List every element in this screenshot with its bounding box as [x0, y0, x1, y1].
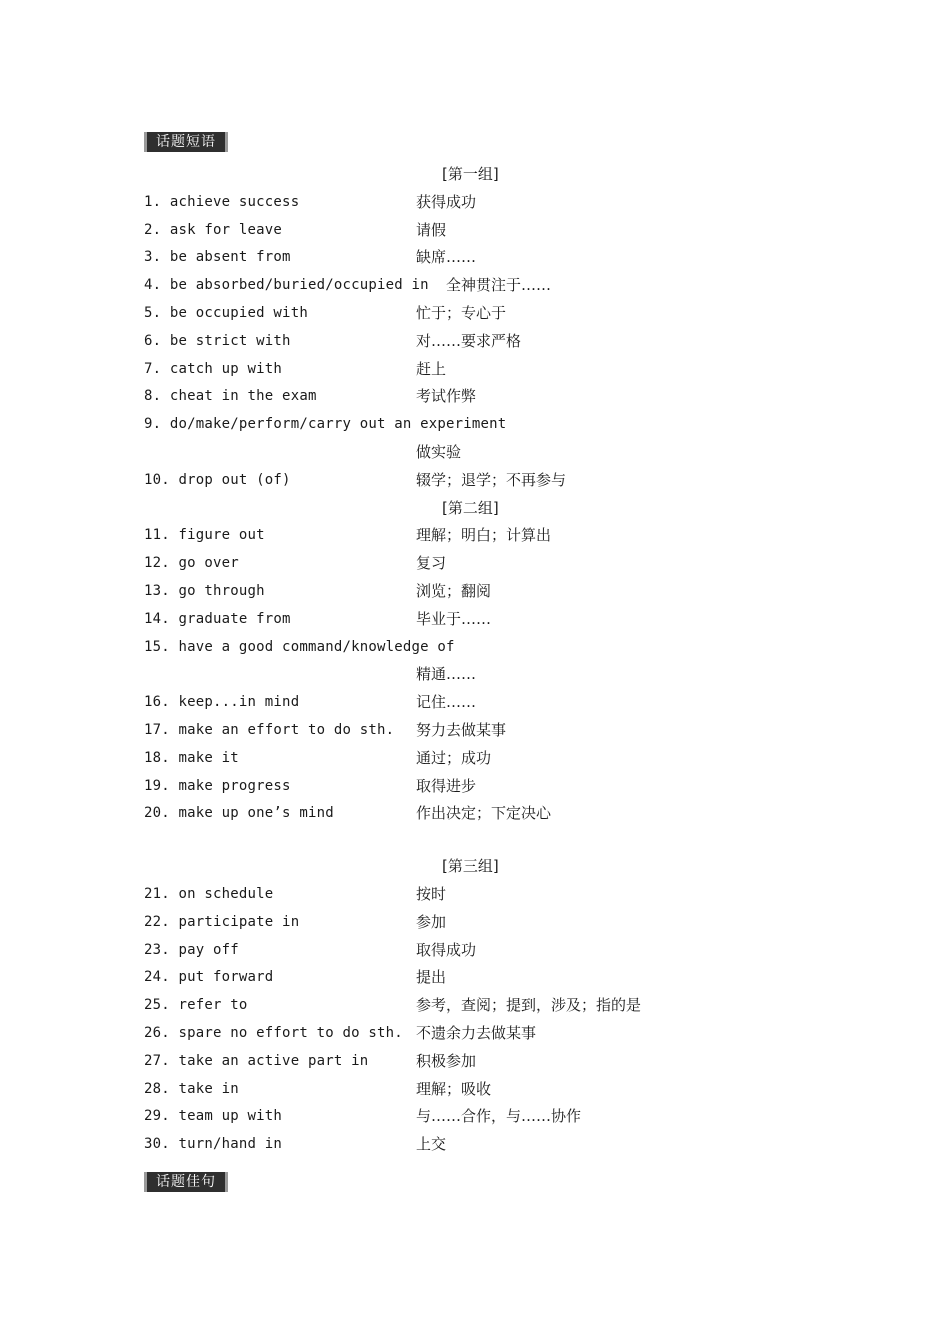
phrase-row	[144, 244, 844, 272]
phrase-row	[144, 411, 844, 439]
phrase-row	[144, 992, 844, 1020]
phrase-row	[144, 1103, 844, 1131]
phrase-en: 22. participate in	[144, 913, 300, 930]
phrase-row	[144, 578, 844, 606]
group-label: [第三组]	[442, 857, 499, 876]
phrase-en: 24. put forward	[144, 969, 274, 986]
phrase-en: 28. take in	[144, 1080, 239, 1097]
phrase-zh: 精通……	[416, 665, 477, 684]
phrase-row	[144, 300, 844, 328]
phrase-en: 3. be absent from	[144, 249, 291, 266]
phrase-zh: 请假	[416, 220, 447, 239]
blank-line	[144, 828, 844, 853]
phrase-en: 25. refer to	[144, 997, 248, 1014]
phrase-en: 29. team up with	[144, 1108, 283, 1125]
phrase-en: 7. catch up with	[144, 360, 283, 377]
phrase-en: 10. drop out (of)	[144, 471, 291, 488]
phrase-zh: 上交	[416, 1135, 447, 1154]
phrase-zh: 缺席……	[416, 248, 477, 267]
phrase-zh: 浏览；翻阅	[416, 581, 492, 600]
phrase-zh: 理解；吸收	[416, 1079, 492, 1098]
group-label: [第一组]	[442, 165, 499, 183]
phrase-row	[144, 745, 844, 773]
phrase-zh: 参加	[416, 912, 447, 931]
phrase-row	[144, 522, 844, 550]
group-label: [第二组]	[442, 498, 499, 517]
phrase-en: 26. spare no effort to do sth.	[144, 1024, 403, 1041]
phrase-en: 21. on schedule	[144, 885, 274, 902]
phrase-en: 18. make it	[144, 749, 239, 766]
phrase-zh: 忙于；专心于	[416, 303, 507, 322]
phrase-en: 12. go over	[144, 555, 239, 572]
phrase-row	[144, 937, 844, 965]
group-header-row	[144, 853, 844, 881]
phrase-en: 2. ask for leave	[144, 221, 283, 238]
phrase-en: 30. turn/hand in	[144, 1136, 283, 1153]
phrase-en: 14. graduate from	[144, 610, 291, 627]
phrase-zh: 做实验	[416, 442, 462, 461]
phrase-en: 27. take an active part in	[144, 1052, 369, 1069]
group-header-row	[144, 495, 844, 523]
phrase-row	[144, 964, 844, 992]
phrase-zh: 提出	[416, 968, 447, 987]
group-header-row	[144, 161, 844, 189]
phrase-row	[144, 773, 844, 801]
phrase-row	[144, 634, 844, 662]
phrase-row	[144, 328, 844, 356]
phrase-zh: 全神贯注于……	[446, 276, 552, 295]
phrase-en: 13. go through	[144, 582, 265, 599]
phrase-en: 11. figure out	[144, 527, 265, 544]
phrase-row-continuation	[144, 439, 844, 467]
phrase-en: 20. make up one’s mind	[144, 805, 334, 822]
phrase-zh: 对……要求严格	[416, 331, 522, 350]
section-heading-topic-sentences: 话题佳句	[144, 1172, 228, 1192]
phrase-en: 9. do/make/perform/carry out an experiment	[144, 416, 507, 433]
phrase-row	[144, 909, 844, 937]
phrase-row	[144, 689, 844, 717]
phrase-zh: 积极参加	[416, 1051, 477, 1070]
phrase-en: 19. make progress	[144, 777, 291, 794]
phrase-en: 16. keep...in mind	[144, 694, 300, 711]
phrase-row	[144, 217, 844, 245]
phrase-zh: 辍学；退学；不再参与	[416, 470, 567, 489]
phrase-en: 15. have a good command/knowledge of	[144, 638, 455, 655]
phrase-row	[144, 1048, 844, 1076]
phrase-zh: 考试作弊	[416, 387, 477, 406]
phrase-zh: 取得成功	[416, 940, 477, 959]
phrase-zh: 作出决定；下定决心	[416, 804, 552, 823]
phrase-zh: 复习	[416, 554, 447, 573]
phrase-zh: 按时	[416, 884, 447, 903]
phrase-row-continuation	[144, 661, 844, 689]
phrase-row	[144, 272, 844, 300]
phrase-zh: 努力去做某事	[416, 720, 507, 739]
phrase-zh: 毕业于……	[416, 609, 492, 628]
phrase-row	[144, 550, 844, 578]
phrase-row	[144, 1076, 844, 1104]
phrase-zh: 赶上	[416, 359, 447, 378]
phrase-list	[144, 161, 844, 1159]
phrase-row	[144, 881, 844, 909]
phrase-en: 1. achieve success	[144, 193, 300, 210]
phrase-row	[144, 356, 844, 384]
phrase-row	[144, 717, 844, 745]
phrase-en: 4. be absorbed/buried/occupied in	[144, 277, 429, 294]
phrase-row	[144, 383, 844, 411]
section-heading-topic-phrases: 话题短语	[144, 132, 228, 152]
phrase-en: 23. pay off	[144, 941, 239, 958]
phrase-zh: 理解；明白；计算出	[416, 526, 552, 545]
phrase-zh: 记住……	[416, 693, 477, 712]
phrase-zh: 参考，查阅；提到，涉及；指的是	[416, 996, 642, 1015]
phrase-row	[144, 800, 844, 828]
phrase-zh: 与……合作，与……协作	[416, 1107, 582, 1126]
phrase-row	[144, 1131, 844, 1159]
phrase-en: 6. be strict with	[144, 332, 291, 349]
phrase-en: 5. be occupied with	[144, 304, 308, 321]
phrase-row	[144, 189, 844, 217]
phrase-en: 17. make an effort to do sth.	[144, 721, 395, 738]
phrase-zh: 不遗余力去做某事	[416, 1023, 537, 1042]
phrase-zh: 通过；成功	[416, 748, 492, 767]
phrase-row	[144, 606, 844, 634]
phrase-en: 8. cheat in the exam	[144, 388, 317, 405]
phrase-row	[144, 467, 844, 495]
phrase-zh: 取得进步	[416, 776, 477, 795]
phrase-row	[144, 1020, 844, 1048]
phrase-zh: 获得成功	[416, 192, 477, 211]
